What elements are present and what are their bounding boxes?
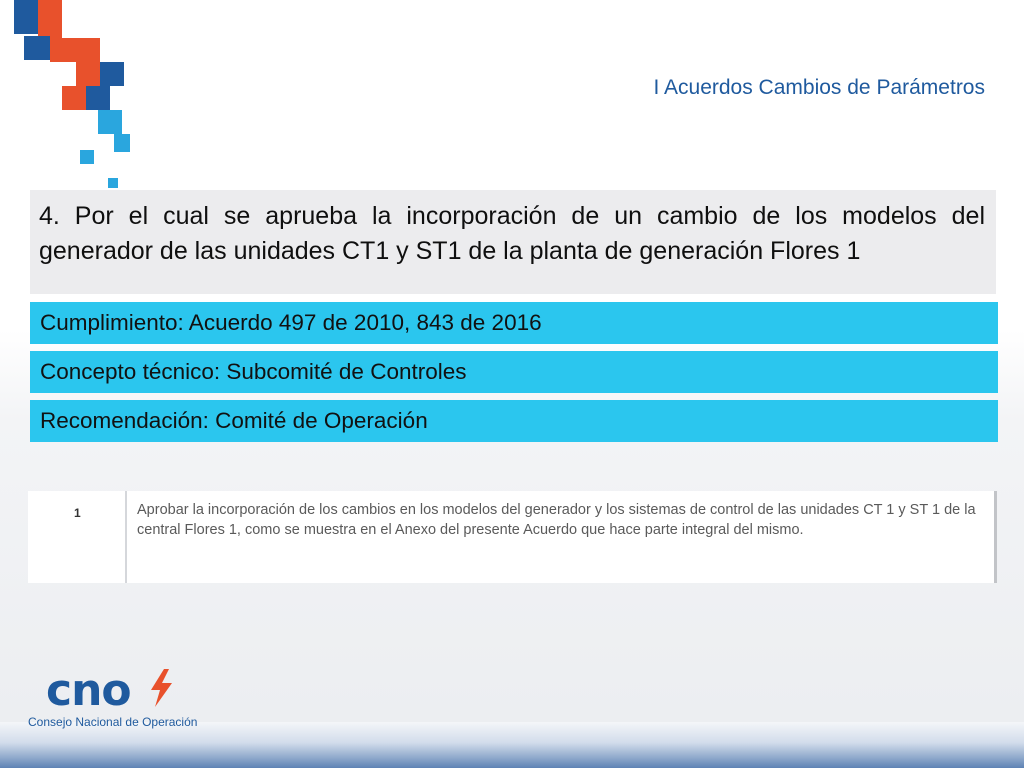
article-right-border	[994, 491, 997, 583]
article-number: 1	[74, 506, 81, 520]
deco-square	[62, 86, 86, 110]
compliance-banner: Cumplimiento: Acuerdo 497 de 2010, 843 de 2016	[30, 302, 998, 344]
deco-square	[76, 62, 100, 86]
deco-square	[38, 0, 62, 38]
deco-square	[114, 134, 130, 152]
deco-square	[50, 38, 100, 62]
cno-logo: cno	[46, 665, 131, 716]
deco-square	[108, 178, 118, 188]
slide-title: I Acuerdos Cambios de Parámetros	[653, 76, 985, 99]
deco-square	[98, 110, 122, 134]
technical-concept-banner: Concepto técnico: Subcomité de Controles	[30, 351, 998, 393]
item-description: 4. Por el cual se aprueba la incorporación de un cambio de los modelos del generador de las unidades CT1 y ST1 de la planta de generación Flores 1	[30, 190, 996, 294]
article-text: Aprobar la incorporación de los cambios en los modelos del generador y los sistemas de control de las unidades CT 1 y ST 1 de la central Flores 1, como se muestra en el Anexo del presente Acuerdo que hace parte integral del mismo.	[137, 502, 976, 538]
article-row	[28, 491, 997, 583]
deco-square	[80, 150, 94, 164]
recommendation-banner: Recomendación: Comité de Operación	[30, 400, 998, 442]
decorative-square-pattern	[0, 0, 140, 190]
deco-square	[100, 62, 124, 86]
deco-square	[24, 36, 50, 60]
logo-subtitle: Consejo Nacional de Operación	[28, 715, 198, 729]
lightning-bolt-icon	[148, 669, 174, 707]
deco-square	[86, 86, 110, 110]
article-divider	[125, 491, 127, 583]
deco-square	[14, 0, 38, 34]
